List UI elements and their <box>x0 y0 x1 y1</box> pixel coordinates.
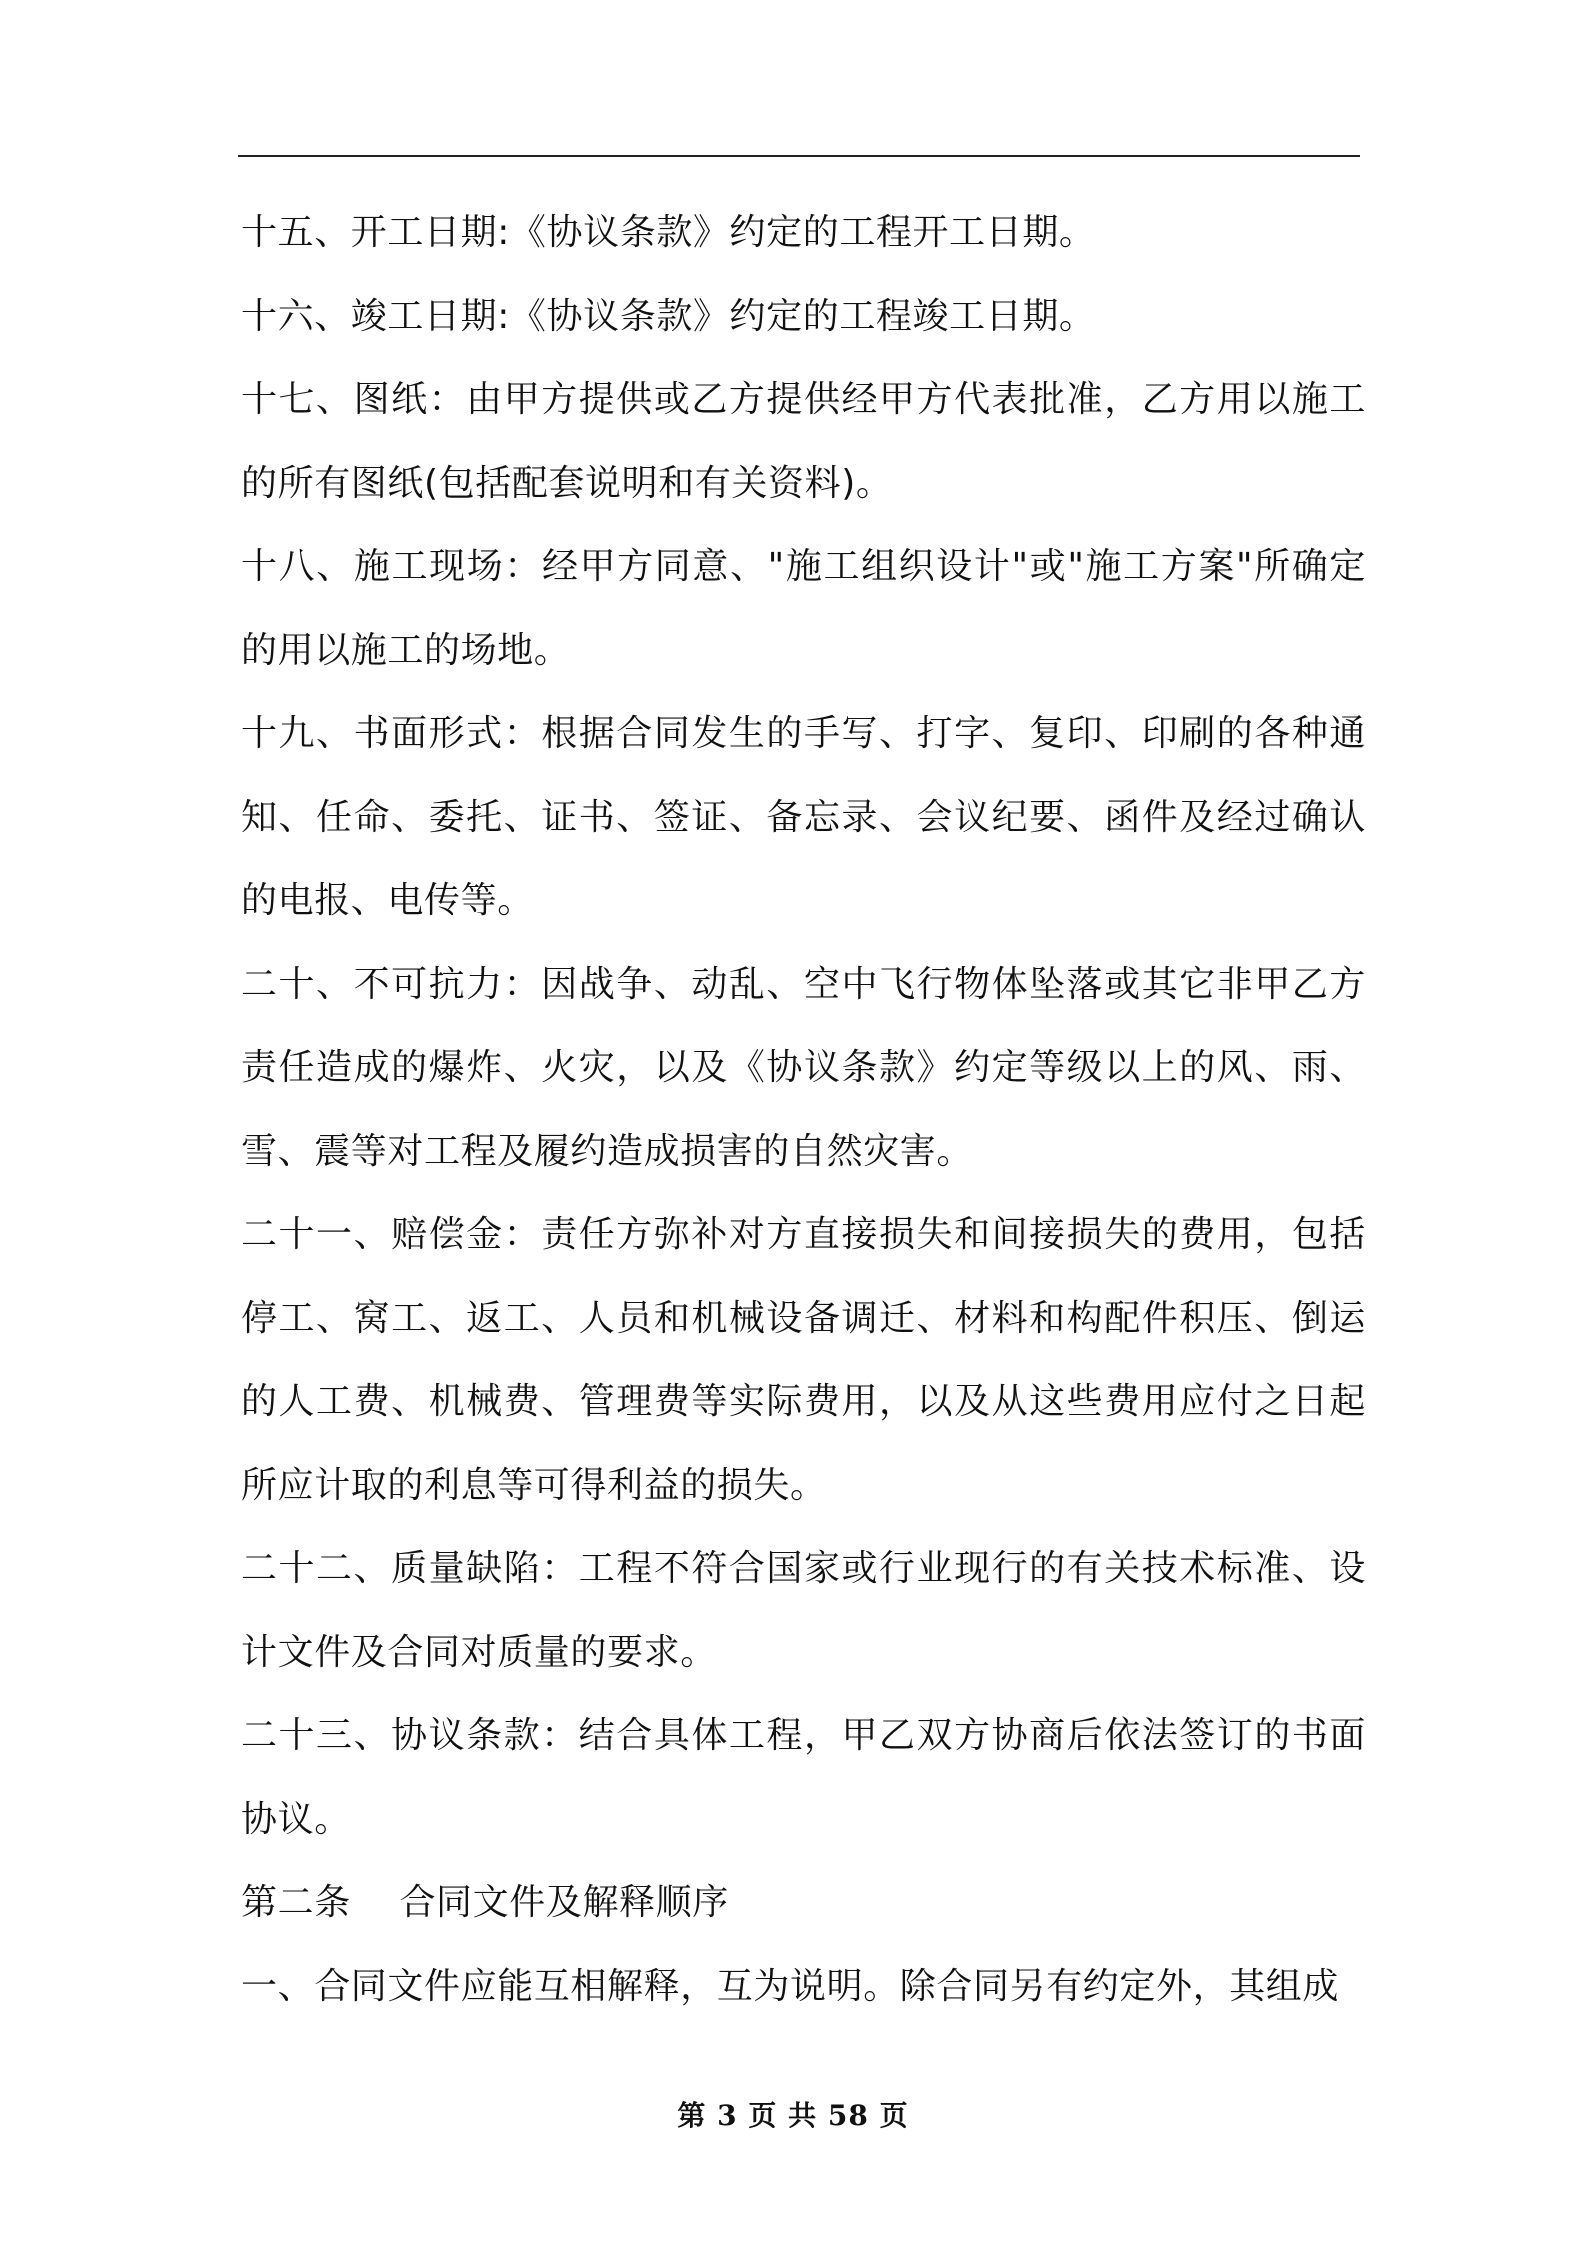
document-body <box>241 191 1366 2028</box>
section-paragraph: 一、合同文件应能互相解释，互为说明。除合同另有约定外，其组成 <box>241 1965 1340 2007</box>
clause-20: 二十、不可抗力：因战争、动乱、空中飞行物体坠落或其它非甲乙方责任造成的爆炸、火灾，以及《协议条款》约定等级以上的风、雨、雪、震等对工程及履约造成损害的自然灾害。 <box>241 963 1366 1172</box>
clause-22: 二十二、质量缺陷：工程不符合国家或行业现行的有关技术标准、设计文件及合同对质量的要求。 <box>241 1548 1366 1673</box>
clause-23: 二十三、协议条款：结合具体工程，甲乙双方协商后依法签订的书面协议。 <box>241 1715 1366 1840</box>
clause-18: 十八、施工现场：经甲方同意、"施工组织设计"或"施工方案"所确定的用以施工的场地。 <box>241 546 1366 671</box>
header-rule <box>238 155 1360 157</box>
clause-17: 十七、图纸：由甲方提供或乙方提供经甲方代表批准，乙方用以施工的所有图纸(包括配套说明和有关资料)。 <box>241 379 1366 504</box>
clause-21: 二十一、赔偿金：责任方弥补对方直接损失和间接损失的费用，包括停工、窝工、返工、人员和机械设备调迁、材料和构配件积压、倒运的人工费、机械费、管理费等实际费用，以及从这些费用应付之日起所应计取的利息等可得利益的损失。 <box>241 1214 1366 1506</box>
section-heading: 第二条 合同文件及解释顺序 <box>241 1882 729 1923</box>
clause-19: 十九、书面形式：根据合同发生的手写、打字、复印、印刷的各种通知、任命、委托、证书、签证、备忘录、会议纪要、函件及经过确认的电报、电传等。 <box>241 713 1366 921</box>
clause-15: 十五、开工日期:《协议条款》约定的工程开工日期。 <box>241 212 1096 253</box>
page-number: 第 3 页 共 58 页 <box>677 2099 909 2132</box>
clause-16: 十六、竣工日期:《协议条款》约定的工程竣工日期。 <box>241 295 1096 337</box>
